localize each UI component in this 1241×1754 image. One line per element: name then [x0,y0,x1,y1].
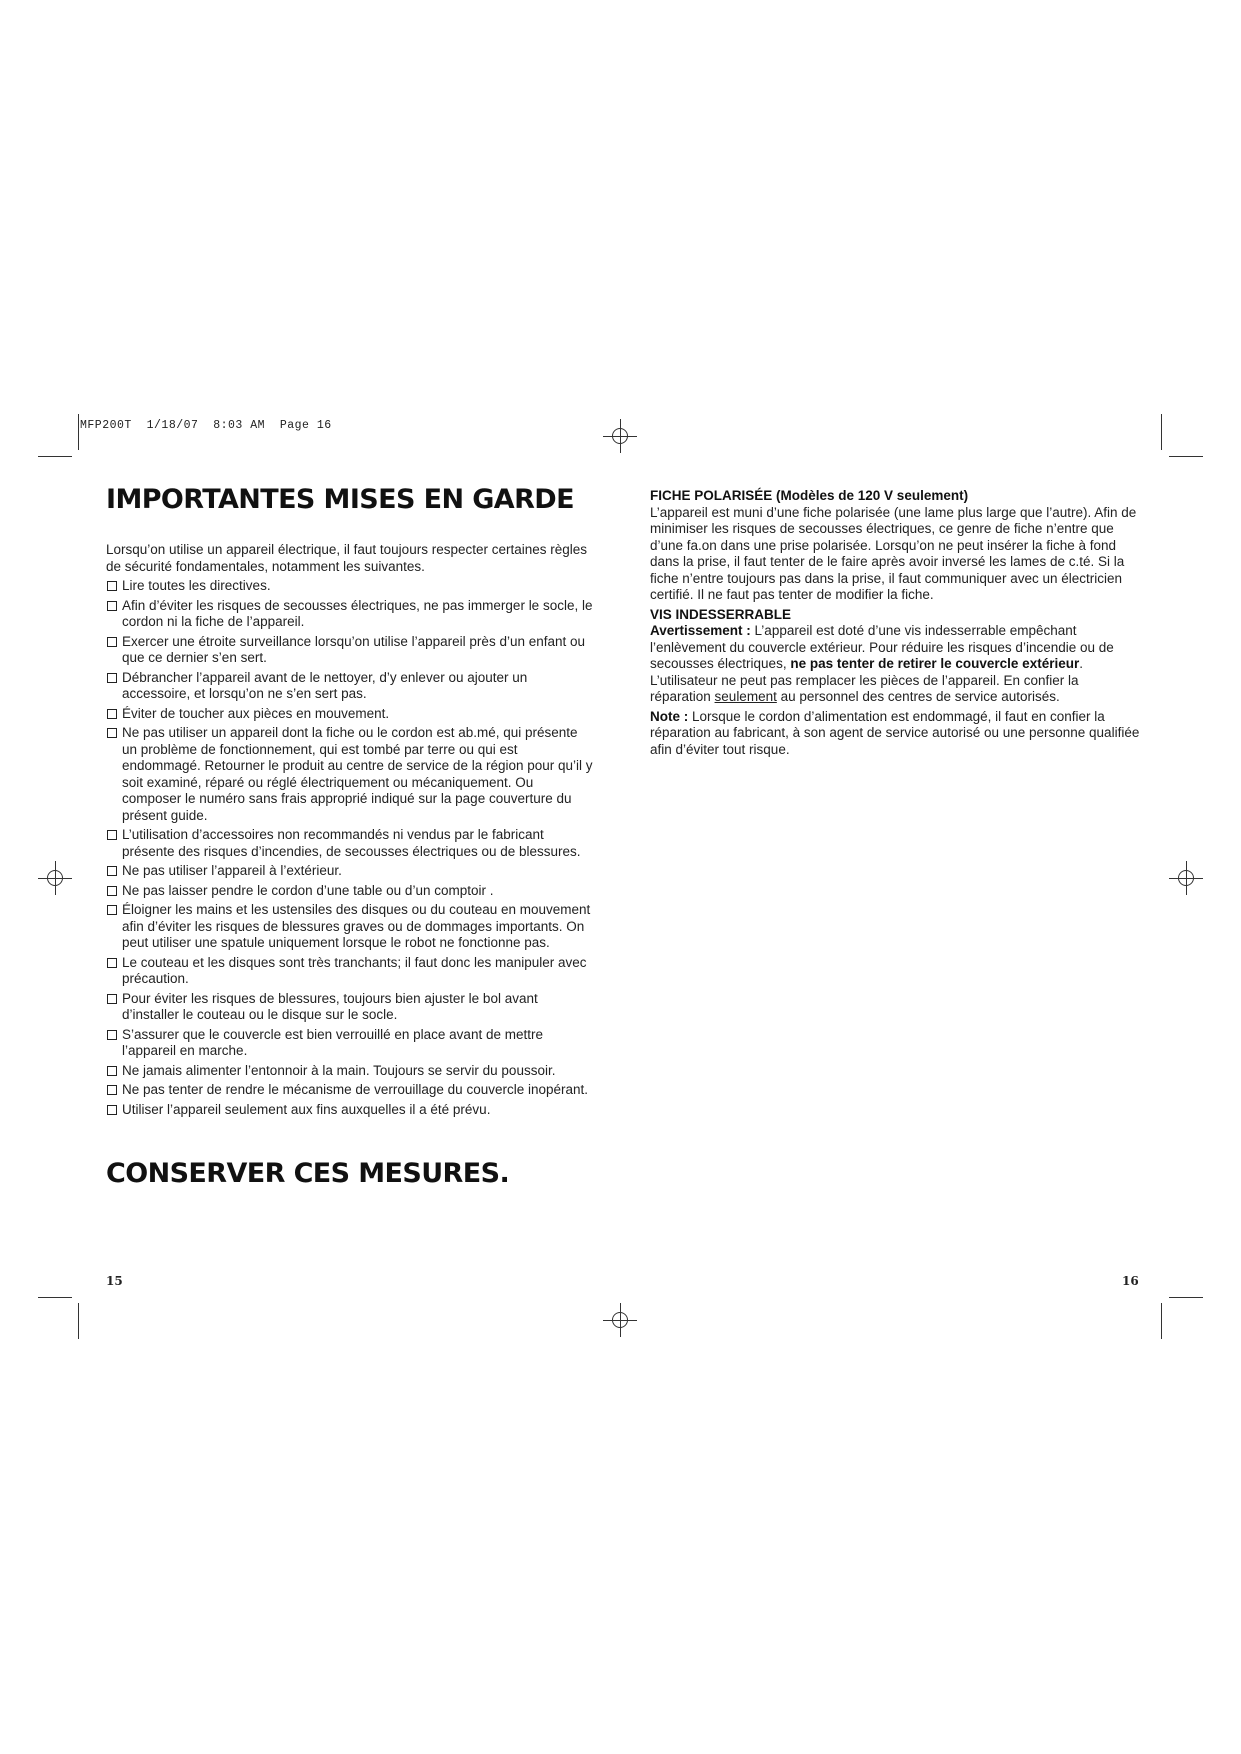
checkbox-bullet-icon [107,866,117,876]
list-item [106,706,596,723]
list-item [106,598,596,631]
checkbox-bullet-icon [107,728,117,738]
list-item-text: Ne pas laisser pendre le cordon d’une table ou d’un comptoir . [122,882,494,898]
list-item [106,1082,596,1099]
warning-underline-text: seulement [714,689,777,704]
left-page-content [106,482,596,1192]
page-number-left: 15 [106,1274,123,1288]
printer-slug: MFP200T 1/18/07 8:03 AM Page 16 [80,419,332,432]
crop-mark [1169,456,1203,457]
list-item [106,827,596,860]
note-body: Lorsque le cordon d’alimentation est endommagé, il faut en confier la réparation au fabricant, à son agent de service autorisé ou une personne qualifiée afin d’éviter tout risque. [650,708,1140,757]
polarized-plug-heading: FICHE POLARISÉE (Modèles de 120 V seulement) [650,488,969,503]
checkbox-bullet-icon [107,1066,117,1076]
list-item [106,863,596,880]
safety-list [106,578,596,1118]
warning-text-3: au personnel des centres de service autorisés. [776,689,1060,704]
crop-mark [78,414,79,450]
registration-mark-icon [603,419,637,453]
list-item [106,955,596,988]
tamper-screw-heading: VIS INDESSERRABLE [650,606,792,622]
list-item-text: Débrancher l’appareil avant de le nettoyer, d’y enlever ou ajouter un accessoire, et lorsqu’on ne s’en sert pas. [122,669,528,701]
list-item-text: Afin d’éviter les risques de secousses électriques, ne pas immerger le socle, le cordon ni la fiche de l’appareil. [122,597,593,629]
right-page-content [650,488,1142,758]
note-label: Note : [650,708,689,724]
checkbox-bullet-icon [107,958,117,968]
tamper-screw-text [650,623,1142,706]
checkbox-bullet-icon [107,637,117,647]
crop-mark [1169,1297,1203,1298]
list-item [106,1102,596,1119]
crop-mark [38,1297,72,1298]
checkbox-bullet-icon [107,905,117,915]
list-item-text: Pour éviter les risques de blessures, toujours bien ajuster le bol avant d’installer le couteau ou le disque sur le socle. [122,990,538,1022]
list-item-text: Ne pas utiliser l’appareil à l’extérieur. [122,863,342,878]
list-item-text: Ne pas utiliser un appareil dont la fiche ou le cordon est ab.mé, qui présente un problème de fonctionnement, qui est tombé par terre ou qui est endommagé. Retourner le produit au centre de service de la région pour qu’il y soit examiné, réparé ou réglé électriquement ou mécaniquement. Ou composer le numéro sans frais approprié indiqué sur la page couverture du présent guide. [122,725,593,823]
list-item [106,991,596,1024]
checkbox-bullet-icon [107,601,117,611]
note-text [650,709,1142,759]
list-item-text: Éloigner les mains et les ustensiles des disques ou du couteau en mouvement afin d’éviter les risques de blessures graves ou de dommages importants. On peut utiliser une spatule uniquement lorsque le robot ne fonctionne pas. [122,902,591,950]
closing-title: CONSERVER CES MESURES. [106,1158,510,1189]
checkbox-bullet-icon [107,709,117,719]
warning-text-1: L’appareil est doté d’une vis indesserrable empêchant l’enlèvement du couvercle extérieur. Pour réduire les risques d’incendie ou de secousses électriques, [650,623,1114,671]
crop-mark [38,456,72,457]
checkbox-bullet-icon [107,673,117,683]
list-item [106,670,596,703]
crop-mark [78,1303,79,1339]
list-item [106,725,596,824]
checkbox-bullet-icon [107,886,117,896]
list-item-text: Exercer une étroite surveillance lorsqu’on utilise l’appareil près d’un enfant ou que ce dernier s’en sert. [122,633,586,665]
list-item-text: S’assurer que le couvercle est bien verrouillé en place avant de mettre l’appareil en marche. [122,1026,543,1058]
list-item [106,634,596,667]
list-item [106,902,596,952]
checkbox-bullet-icon [107,1030,117,1040]
list-item-text: L’utilisation d’accessoires non recommandés ni vendus par le fabricant présente des risques d’incendies, de secousses électriques ou de blessures. [122,827,581,859]
polarized-plug-text: L’appareil est muni d’une fiche polarisée (une lame plus large que l’autre). Afin de minimiser les risques de secousses électriques, ce genre de fiche n’entre que d’une fa.on dans une prise polarisée. Lorsqu’on ne peut insérer la fiche à fond dans la prise, il faut tenter de le faire après avoir inversé les lames de c.té. Si la fiche n’entre toujours pas dans la prise, il faut communiquer avec un électricien certifié. Il ne faut pas tenter de modifier la fiche. [650,504,1137,602]
checkbox-bullet-icon [107,830,117,840]
list-item [106,1027,596,1060]
checkbox-bullet-icon [107,994,117,1004]
warning-text-2: . L’utilisateur ne peut pas remplacer les pièces de l’appareil. En confier la réparation [650,656,1083,704]
list-item-text: Éviter de toucher aux pièces en mouvement. [122,705,390,721]
list-item-text: Lire toutes les directives. [122,578,271,593]
list-item-text: Le couteau et les disques sont très tranchants; il faut donc les manipuler avec précaution. [122,954,587,986]
crop-mark [1161,414,1162,450]
list-item [106,1063,596,1080]
intro-paragraph: Lorsqu’on utilise un appareil électrique, il faut toujours respecter certaines règles de sécurité fondamentales, notamment les suivantes. [106,542,588,574]
page-title: IMPORTANTES MISES EN GARDE [106,484,574,515]
registration-mark-icon [603,1303,637,1337]
registration-mark-icon [38,861,72,895]
list-item-text: Utiliser l’appareil seulement aux fins auxquelles il a été prévu. [122,1101,491,1117]
warning-label: Avertissement : [650,623,751,638]
list-item-text: Ne pas tenter de rendre le mécanisme de verrouillage du couvercle inopérant. [122,1082,589,1097]
crop-mark [1161,1303,1162,1339]
warning-bold-text: ne pas tenter de retirer le couvercle extérieur [790,656,1080,671]
checkbox-bullet-icon [107,1085,117,1095]
checkbox-bullet-icon [107,581,117,591]
checkbox-bullet-icon [107,1105,117,1115]
list-item [106,883,596,900]
page-number-right: 16 [1122,1274,1139,1288]
registration-mark-icon [1169,861,1203,895]
list-item-text: Ne jamais alimenter l’entonnoir à la main. Toujours se servir du poussoir. [122,1062,556,1078]
list-item [106,578,596,595]
